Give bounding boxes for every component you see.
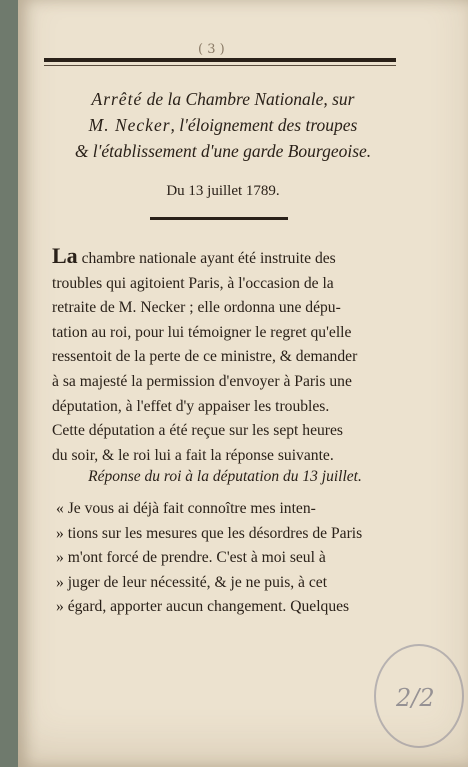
- body-line: du soir, & le roi lui a fait la réponse suivante.: [52, 446, 334, 464]
- document-page: [18, 0, 468, 767]
- body-line: à sa majesté la permission d'envoyer à Paris une: [52, 372, 352, 390]
- reply-line: » juger de leur nécessité, & je ne puis, à cet: [56, 573, 328, 591]
- drop-cap: La: [52, 243, 78, 268]
- body-paragraph: [52, 244, 398, 468]
- title-line-2: [48, 112, 398, 138]
- header-rule: [44, 58, 396, 62]
- body-line: [52, 244, 398, 272]
- title-line-1: [48, 86, 398, 112]
- body-line: retraite de M. Necker ; elle ordonna une dépu-: [52, 299, 341, 317]
- reply-line: » tions sur les mesures que les désordres de Paris: [56, 524, 363, 542]
- reply-line: » égard, apporter aucun changement. Quelques: [56, 598, 350, 616]
- reply-line: « Je vous ai déjà fait connoître mes inten-: [56, 500, 316, 517]
- title-line-3: & l'établissement d'une garde Bourgeoise.: [74, 141, 372, 161]
- body-line: Cette députation a été reçue sur les sept heures: [52, 422, 343, 440]
- body-line: troubles qui agitoient Paris, à l'occasion de la: [52, 274, 334, 292]
- stamp-mark: 2/2: [396, 684, 435, 712]
- section-rule: [150, 217, 288, 220]
- body-line: députation, à l'effet d'y appaiser les troubles.: [52, 397, 330, 415]
- title-rest-1: de la Chambre Nationale, sur: [146, 89, 355, 109]
- reply-line: » m'ont forcé de prendre. C'est à moi seul à: [56, 549, 326, 567]
- title-sc-2: M. Necker: [88, 115, 171, 135]
- page-number: ( 3 ): [198, 42, 225, 57]
- body-line-text: chambre nationale ayant été instruite des: [77, 250, 336, 267]
- document-date: Du 13 juillet 1789.: [166, 183, 280, 199]
- body-line: ressentoit de la perte de ce ministre, & demander: [52, 348, 358, 366]
- reply-paragraph: [56, 497, 400, 620]
- title-rest-2: , l'éloignement des troupes: [170, 115, 358, 135]
- document-title: [48, 86, 398, 164]
- reply-heading: Réponse du roi à la députation du 13 juillet.: [88, 468, 362, 485]
- header-rule-thin: [44, 65, 396, 66]
- body-line: tation au roi, pour lui témoigner le regret qu'elle: [52, 323, 352, 341]
- title-sc-1: Arrêté: [91, 89, 143, 109]
